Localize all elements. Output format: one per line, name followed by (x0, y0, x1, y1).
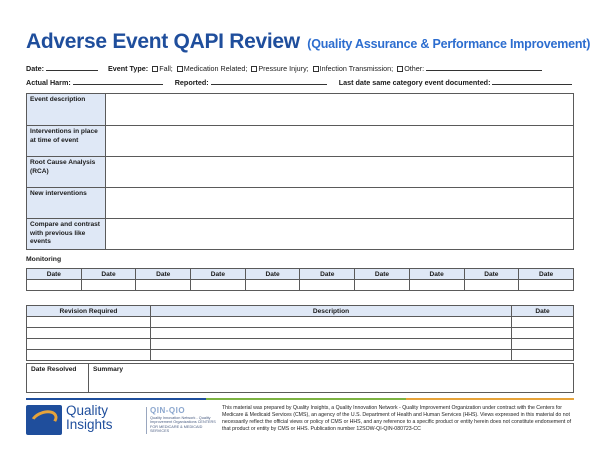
monitoring-table (26, 268, 574, 291)
logo-line-2: Insights (66, 417, 113, 432)
infection-option-label: Infection Transmission; (319, 64, 394, 73)
event-type-label: Event Type: (107, 64, 149, 73)
monitoring-header-row (27, 269, 574, 280)
monitoring-date-header: Date (355, 269, 410, 280)
monitoring-date-cell[interactable] (409, 280, 464, 291)
description-cell[interactable] (151, 350, 512, 361)
pressure-injury-checkbox[interactable] (251, 66, 257, 72)
date-label: Date: (26, 64, 44, 73)
medication-related-checkbox[interactable] (177, 66, 183, 72)
date-resolved-label: Date Resolved (31, 366, 77, 373)
monitoring-entry-row (27, 280, 574, 291)
event-description-field[interactable] (106, 94, 574, 126)
review-table (26, 93, 574, 250)
qin-qio-tagline: Quality Innovation Network - Quality Improvement Organizations CENTERS FOR MEDICARE & MEDICAID SERVICES (150, 416, 216, 434)
review-row-label: Root Cause Analysis (RCA) (27, 157, 106, 188)
last-date-field[interactable] (492, 78, 572, 85)
review-row (27, 94, 574, 126)
revision-date-cell[interactable] (512, 339, 574, 350)
revision-date-header: Date (512, 306, 574, 317)
monitoring-date-cell[interactable] (464, 280, 519, 291)
monitoring-label: Monitoring (26, 256, 62, 263)
description-cell[interactable] (151, 317, 512, 328)
footer-divider-green (206, 398, 406, 400)
monitoring-date-header: Date (519, 269, 574, 280)
form-line-harm-reported (26, 78, 574, 87)
reported-label: Reported: (174, 78, 209, 87)
table-row (27, 317, 574, 328)
monitoring-date-cell[interactable] (300, 280, 355, 291)
table-row (27, 350, 574, 361)
review-row (27, 219, 574, 250)
revision-table (26, 305, 574, 361)
actual-harm-field[interactable] (73, 78, 163, 85)
last-date-label: Last date same category event documented: (338, 78, 491, 87)
interventions-in-place-field[interactable] (106, 126, 574, 157)
monitoring-date-cell[interactable] (27, 280, 82, 291)
logo-divider (146, 407, 147, 434)
quality-insights-logo (26, 404, 216, 436)
date-resolved-cell[interactable] (27, 364, 89, 393)
form-subtitle: (Quality Assurance & Performance Improvement) (307, 37, 591, 51)
description-header: Description (151, 306, 512, 317)
quality-insights-emblem-icon (26, 405, 62, 435)
revision-required-cell[interactable] (27, 339, 151, 350)
footer-divider-orange (406, 398, 574, 400)
infection-transmission-checkbox[interactable] (313, 66, 319, 72)
monitoring-date-header: Date (136, 269, 191, 280)
monitoring-date-cell[interactable] (136, 280, 191, 291)
description-cell[interactable] (151, 328, 512, 339)
form-title: Adverse Event QAPI Review (26, 30, 300, 53)
monitoring-date-header: Date (27, 269, 82, 280)
revision-date-cell[interactable] (512, 350, 574, 361)
other-field[interactable] (426, 64, 542, 71)
monitoring-date-cell[interactable] (81, 280, 136, 291)
page-title (26, 30, 590, 54)
summary-cell[interactable] (89, 364, 574, 393)
other-checkbox[interactable] (397, 66, 403, 72)
resolution-row (27, 364, 574, 393)
monitoring-date-header: Date (81, 269, 136, 280)
footer-divider (26, 398, 574, 400)
resolution-table (26, 363, 574, 393)
reported-field[interactable] (211, 78, 327, 85)
revision-date-cell[interactable] (512, 317, 574, 328)
monitoring-date-header: Date (464, 269, 519, 280)
table-row (27, 328, 574, 339)
revision-header-row (27, 306, 574, 317)
review-row-label: New interventions (27, 188, 106, 219)
monitoring-date-header: Date (245, 269, 300, 280)
logo-wordmark (66, 404, 113, 432)
compare-contrast-field[interactable] (106, 219, 574, 250)
cms-disclaimer: This material was prepared by Quality Insights, a Quality Innovation Network - Quality Improvement Organization under contract with the Centers for Medicare & Medicaid Services (CMS), an agency of the U.S. Department of Health and Human Services (HHS). Views expressed in this material do not necessarily reflect the official views or policy of CMS or HHS, and any reference to a specific product or entity herein does not constitute endorsement of that product or entity by CMS or HHS. Publication number 12SOW-QI-QIN-080723-CC (222, 405, 572, 432)
fall-option-label: Fall; (159, 64, 173, 73)
new-interventions-field[interactable] (106, 188, 574, 219)
review-row-label: Compare and contrast with previous like events (27, 219, 106, 250)
actual-harm-label: Actual Harm: (26, 78, 71, 87)
review-row (27, 157, 574, 188)
revision-date-cell[interactable] (512, 328, 574, 339)
other-option-label: Other: (404, 64, 425, 73)
root-cause-analysis-field[interactable] (106, 157, 574, 188)
pressure-injury-option-label: Pressure Injury; (258, 64, 309, 73)
monitoring-date-header: Date (191, 269, 246, 280)
monitoring-date-cell[interactable] (355, 280, 410, 291)
monitoring-date-cell[interactable] (519, 280, 574, 291)
qin-qio-mark: QIN-QIO (150, 406, 186, 415)
description-cell[interactable] (151, 339, 512, 350)
revision-required-cell[interactable] (27, 328, 151, 339)
fall-checkbox[interactable] (152, 66, 158, 72)
summary-label: Summary (93, 366, 124, 373)
monitoring-date-cell[interactable] (191, 280, 246, 291)
revision-required-cell[interactable] (27, 317, 151, 328)
monitoring-date-header: Date (300, 269, 355, 280)
review-row (27, 188, 574, 219)
logo-line-1: Quality (66, 403, 109, 418)
review-row (27, 126, 574, 157)
revision-required-cell[interactable] (27, 350, 151, 361)
date-field[interactable] (46, 64, 98, 71)
review-row-label: Event description (27, 94, 106, 126)
table-row (27, 339, 574, 350)
revision-required-header: Revision Required (27, 306, 151, 317)
monitoring-date-cell[interactable] (245, 280, 300, 291)
monitoring-date-header: Date (409, 269, 464, 280)
form-line-date-event-type (26, 64, 574, 73)
medication-option-label: Medication Related; (183, 64, 248, 73)
review-row-label: Interventions in place at time of event (27, 126, 106, 157)
